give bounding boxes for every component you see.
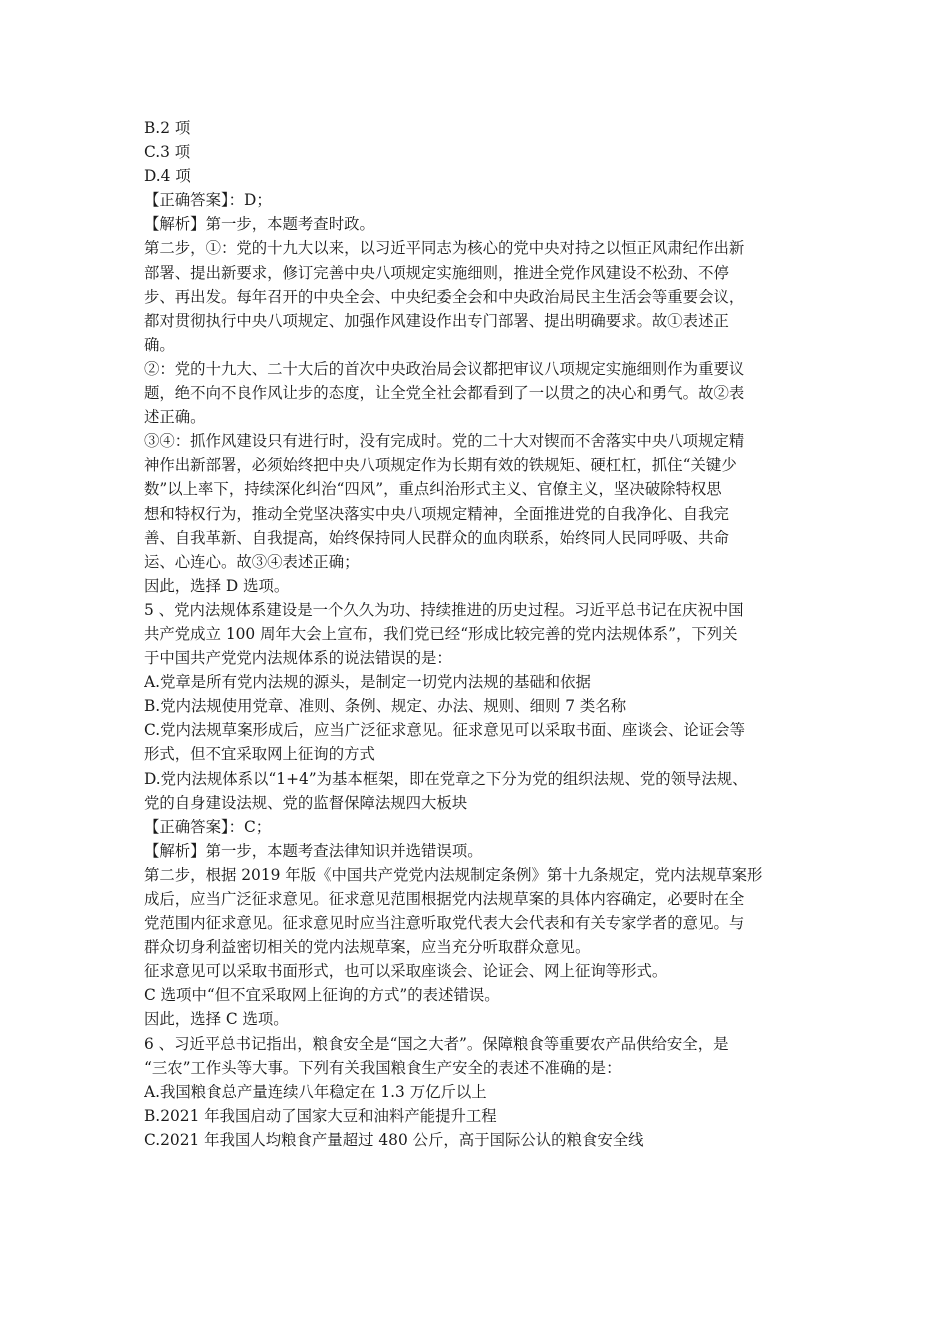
text-line: A.党章是所有党内法规的源头，是制定一切党内法规的基础和依据 bbox=[144, 673, 591, 692]
text-line: 共产党成立 100 周年大会上宣布，我们党已经“形成比较完善的党内法规体系”，下列关 bbox=[144, 624, 738, 643]
text-line: 题，绝不向不良作风让步的态度，让全党全社会都看到了一以贯之的决心和勇气。故②表 bbox=[144, 384, 745, 403]
text-line: B.党内法规使用党章、准则、条例、规定、办法、规则、细则 7 类名称 bbox=[144, 697, 627, 716]
text-line: C.2021 年我国人均粮食产量超过 480 公斤，高于国际公认的粮食安全线 bbox=[144, 1130, 644, 1149]
text-line: B.2 项 bbox=[144, 119, 191, 137]
text-line: 第二步，根据 2019 年版《中国共产党党内法规制定条例》第十九条规定，党内法规草案形 bbox=[144, 865, 763, 884]
text-line: 因此，选择 D 选项。 bbox=[144, 576, 290, 595]
text-line: 运、心连心。故③④表述正确； bbox=[144, 552, 360, 571]
text-line: 步、再出发。每年召开的中央全会、中央纪委全会和中央政治局民主生活会等重要会议， bbox=[144, 287, 745, 306]
text-line: B.2021 年我国启动了国家大豆和油料产能提升工程 bbox=[144, 1106, 497, 1125]
text-line: A.我国粮食总产量连续八年稳定在 1.3 万亿斤以上 bbox=[144, 1082, 487, 1101]
text-line: ②：党的十九大、二十大后的首次中央政治局会议都把审议八项规定实施细则作为重要议 bbox=[144, 359, 745, 378]
text-line: 部署、提出新要求，修订完善中央八项规定实施细则，推进全党作风建设不松劲、不停 bbox=[144, 263, 729, 282]
text-line: 5 、党内法规体系建设是一个久久为功、持续推进的历史过程。习近平总书记在庆祝中国 bbox=[144, 600, 744, 619]
text-line: 【正确答案】：C； bbox=[144, 817, 272, 836]
text-line: “三农”工作头等大事。下列有关我国粮食生产安全的表述不准确的是： bbox=[144, 1058, 622, 1077]
text-line: 【正确答案】：D； bbox=[144, 191, 272, 210]
text-line: 神作出新部署，必须始终把中央八项规定作为长期有效的铁规矩、硬杠杠，抓住“关键少 bbox=[144, 456, 737, 475]
text-line: 数”以上率下，持续深化纠治“四风”，重点纠治形式主义、官僚主义，坚决破除特权思 bbox=[144, 480, 722, 499]
text-line: 群众切身利益密切相关的党内法规草案，应当充分听取群众意见。 bbox=[144, 938, 591, 957]
text-line: 第二步，①：党的十九大以来，以习近平同志为核心的党中央对持之以恒正风肃纪作出新 bbox=[144, 239, 745, 258]
text-line: 都对贯彻执行中央八项规定、加强作风建设作出专门部署、提出明确要求。故①表述正 bbox=[144, 311, 729, 330]
text-line: 【解析】第一步，本题考查时政。 bbox=[144, 215, 375, 234]
text-line: 党的自身建设法规、党的监督保障法规四大板块 bbox=[144, 793, 468, 812]
text-line: D.党内法规体系以“1+4”为基本框架，即在党章之下分为党的组织法规、党的领导法规、 bbox=[144, 769, 748, 788]
text-line: C.3 项 bbox=[144, 143, 191, 162]
text-line: 形式，但不宜采取网上征询的方式 bbox=[144, 745, 375, 764]
text-line: 想和特权行为，推动全党坚决落实中央八项规定精神，全面推进党的自我净化、自我完 bbox=[144, 504, 729, 523]
text-line: 6 、习近平总书记指出，粮食安全是“国之大者”。保障粮食等重要农产品供给安全，是 bbox=[144, 1034, 729, 1053]
text-line: 【解析】第一步，本题考查法律知识并选错误项。 bbox=[144, 841, 483, 860]
text-line: D.4 项 bbox=[144, 167, 191, 186]
text-line: 于中国共产党党内法规体系的说法错误的是： bbox=[144, 649, 452, 668]
text-line: ③④：抓作风建设只有进行时，没有完成时。党的二十大对锲而不舍落实中央八项规定精 bbox=[144, 432, 745, 451]
text-line: 成后，应当广泛征求意见。征求意见范围根据党内法规草案的具体内容确定，必要时在全 bbox=[144, 890, 745, 908]
text-line: 确。 bbox=[144, 335, 175, 354]
text-line: 征求意见可以采取书面形式，也可以采取座谈会、论证会、网上征询等形式。 bbox=[144, 962, 668, 981]
text-line: 述正确。 bbox=[144, 408, 206, 427]
text-line: 善、自我革新、自我提高，始终保持同人民群众的血肉联系，始终同人民同呼吸、共命 bbox=[144, 528, 729, 547]
document-page bbox=[144, 116, 810, 1152]
text-line: C 选项中“但不宜采取网上征询的方式”的表述错误。 bbox=[144, 986, 500, 1005]
text-line: 党范围内征求意见。征求意见时应当注意听取党代表大会代表和有关专家学者的意见。与 bbox=[144, 914, 745, 933]
text-line: 因此，选择 C 选项。 bbox=[144, 1010, 289, 1029]
text-line: C.党内法规草案形成后，应当广泛征求意见。征求意见可以采取书面、座谈会、论证会等 bbox=[144, 721, 745, 740]
